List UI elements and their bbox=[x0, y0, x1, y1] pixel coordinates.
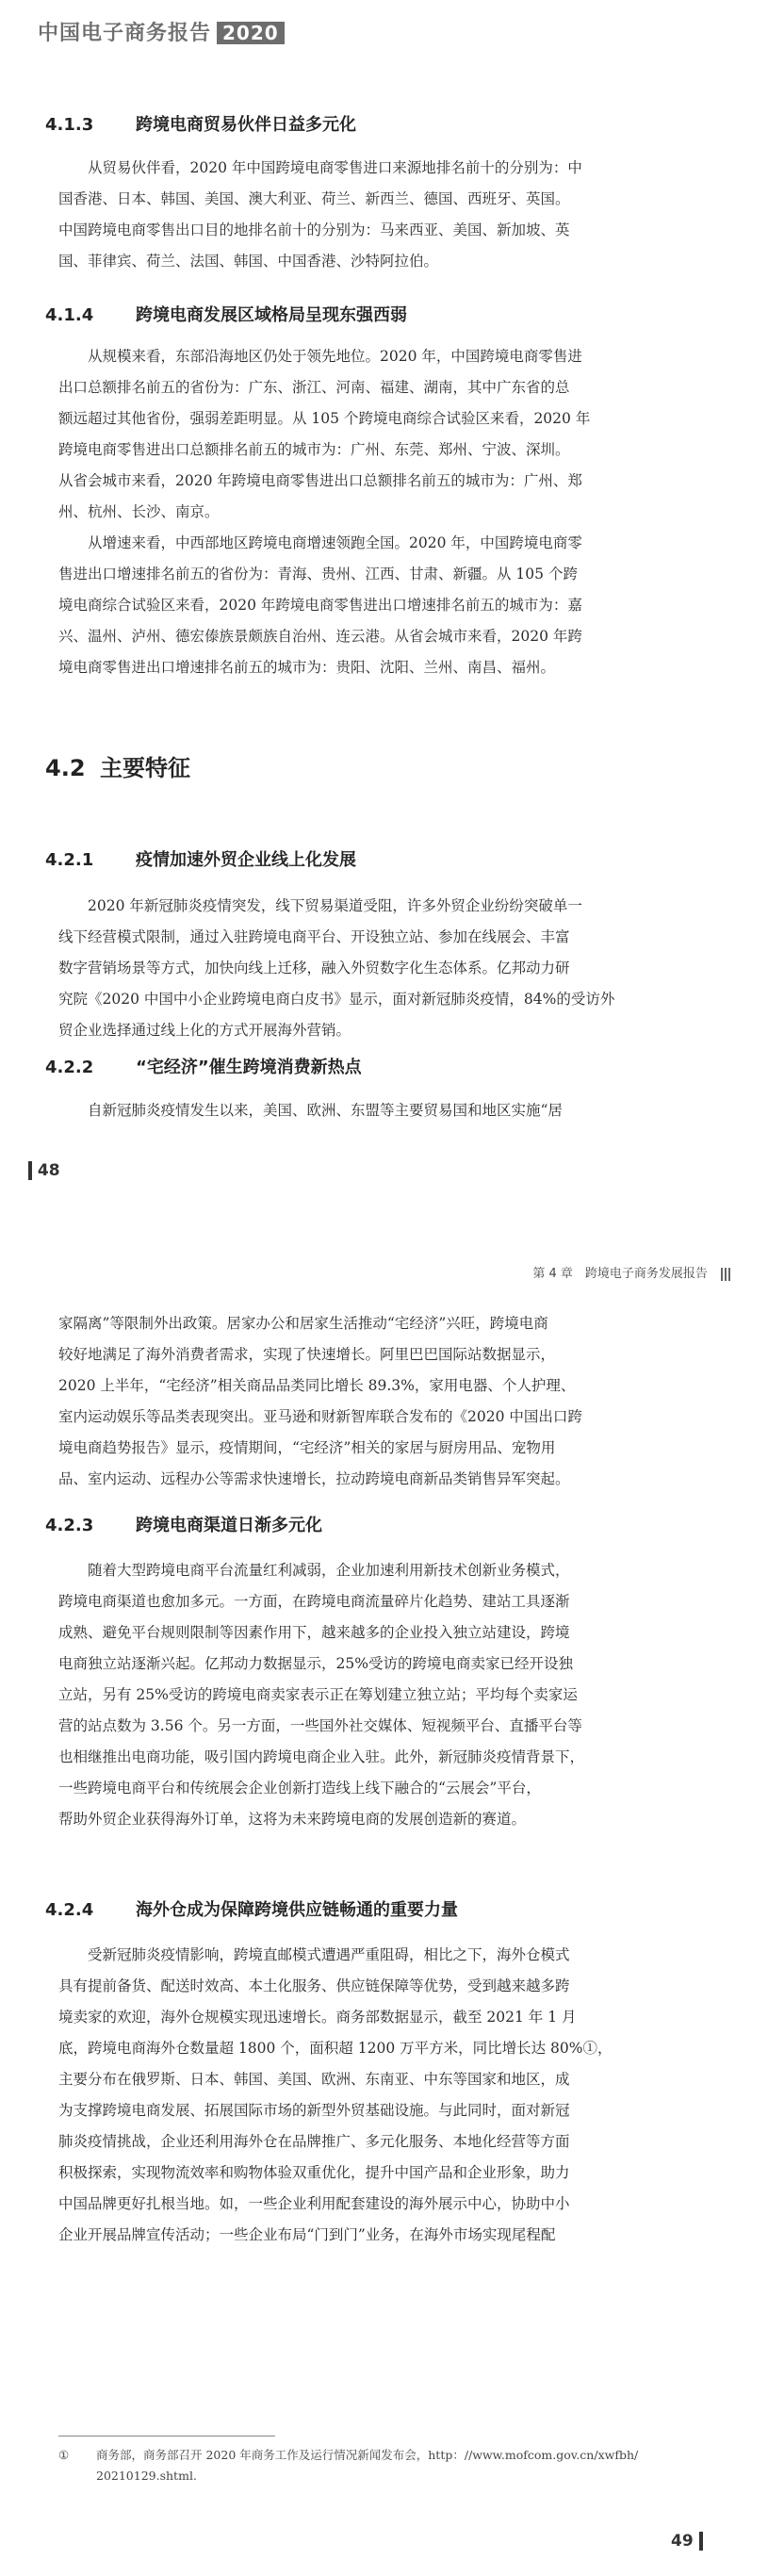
chapter-header bbox=[532, 1263, 730, 1281]
text-line: 成熟、避免平台规则限制等因素作用下，越来越多的企业投入独立站建设，跨境 bbox=[58, 1624, 570, 1641]
text-line: 跨境电商渠道也愈加多元。一方面，在跨境电商流量碎片化趋势、建站工具逐渐 bbox=[58, 1593, 570, 1610]
footnote-text: 20210129.shtml. bbox=[96, 2469, 197, 2483]
text-line: 数字营销场景等方式，加快向线上迁移，融入外贸数字化生态体系。亿邦动力研 bbox=[58, 960, 570, 976]
section-number: 4.1.4 bbox=[45, 305, 94, 325]
text-line: 2020 年新冠肺炎疫情突发，线下贸易渠道受阻，许多外贸企业纷纷突破单一 bbox=[88, 897, 582, 914]
text-line: 贸企业选择通过线上化的方式开展海外营销。 bbox=[58, 1022, 351, 1039]
paragraph-stay-home-economy-cont bbox=[58, 1308, 718, 1495]
text-line: 从规模来看，东部沿海地区仍处于领先地位。2020 年，中国跨境电商零售进 bbox=[88, 348, 582, 365]
text-line: 品、室内运动、远程办公等需求快速增长，拉动跨境电商新品类销售异军突起。 bbox=[58, 1470, 570, 1487]
text-line: 出口总额排名前五的省份为：广东、浙江、河南、福建、湖南，其中广东省的总 bbox=[58, 379, 570, 396]
section-title: 海外仓成为保障跨境供应链畅通的重要力量 bbox=[136, 1900, 458, 1920]
text-line: 室内运动娱乐等品类表现突出。亚马逊和财新智库联合发布的《2020 中国出口跨 bbox=[58, 1408, 582, 1425]
section-heading-4-1-4 bbox=[45, 302, 407, 326]
text-line: 也相继推出电商功能，吸引国内跨境电商企业入驻。此外，新冠肺炎疫情背景下， bbox=[58, 1748, 585, 1765]
footnote-divider bbox=[58, 2436, 275, 2437]
section-number: 4.2.2 bbox=[45, 1058, 94, 1077]
section-number: 4.1.3 bbox=[45, 115, 94, 135]
paragraph-channel-diversification bbox=[58, 1555, 718, 1835]
section-number: 4.2.3 bbox=[45, 1516, 94, 1535]
text-line: 国、菲律宾、荷兰、法国、韩国、中国香港、沙特阿拉伯。 bbox=[58, 253, 439, 270]
report-year-badge: 2020 bbox=[217, 22, 285, 44]
page-marker-bar bbox=[28, 1161, 32, 1180]
text-line: 境电商综合试验区来看，2020 年跨境电商零售进出口增速排名前五的城市为：嘉 bbox=[58, 597, 582, 614]
section-heading-4-2-1 bbox=[45, 846, 356, 871]
text-line: 从贸易伙伴看，2020 年中国跨境电商零售进口来源地排名前十的分别为：中 bbox=[88, 159, 582, 176]
text-line: 跨境电商零售进出口总额排名前五的城市为：广州、东莞、郑州、宁波、深圳。 bbox=[58, 441, 570, 458]
report-title: 中国电子商务报告 bbox=[38, 22, 212, 45]
text-line: 肺炎疫情挑战，企业还利用海外仓在品牌推广、多元化服务、本地化经营等方面 bbox=[58, 2133, 570, 2150]
paragraph-online-transition bbox=[58, 891, 718, 1046]
chapter-title: 第 4 章 跨境电子商务发展报告 bbox=[532, 1267, 708, 1281]
text-line: 国香港、日本、韩国、美国、澳大利亚、荷兰、新西兰、德国、西班牙、英国。 bbox=[58, 190, 570, 207]
text-line: 立站，另有 25%受访的跨境电商卖家表示正在筹划建立独立站；平均每个卖家运 bbox=[58, 1686, 578, 1703]
page-number-text: 48 bbox=[37, 1161, 60, 1180]
text-line: 售进出口增速排名前五的省份为：青海、贵州、江西、甘肃、新疆。从 105 个跨 bbox=[58, 566, 578, 582]
text-line: 从省会城市来看，2020 年跨境电商零售进出口总额排名前五的城市为：广州、郑 bbox=[58, 472, 582, 489]
text-line: 营的站点数为 3.56 个。另一方面，一些国外社交媒体、短视频平台、直播平台等 bbox=[58, 1717, 582, 1734]
paragraph-overseas-warehouses bbox=[58, 1940, 718, 2251]
report-header bbox=[38, 17, 285, 46]
chapter-header-bars-icon bbox=[719, 1267, 730, 1281]
page-number-48 bbox=[28, 1161, 60, 1180]
page-number-49 bbox=[671, 2532, 703, 2551]
text-line: 额远超过其他省份，强弱差距明显。从 105 个跨境电商综合试验区来看，2020 年 bbox=[58, 410, 591, 427]
text-line: 中国品牌更好扎根当地。如，一些企业利用配套建设的海外展示中心，协助中小 bbox=[58, 2195, 570, 2212]
text-line: 境电商零售进出口增速排名前五的城市为：贵阳、沈阳、兰州、南昌、福州。 bbox=[58, 659, 556, 676]
text-line: 究院《2020 中国中小企业跨境电商白皮书》显示，面对新冠肺炎疫情，84%的受访外 bbox=[58, 991, 615, 1008]
text-line: 线下经营模式限制，通过入驻跨境电商平台、开设独立站、参加在线展会、丰富 bbox=[58, 928, 570, 945]
section-title: 跨境电商贸易伙伴日益多元化 bbox=[136, 115, 356, 135]
page-marker-bar bbox=[699, 2532, 703, 2551]
text-line: 兴、温州、泸州、德宏傣族景颇族自治州、连云港。从省会城市来看，2020 年跨 bbox=[58, 628, 582, 645]
text-line: 帮助外贸企业获得海外订单，这将为未来跨境电商的发展创造新的赛道。 bbox=[58, 1811, 527, 1828]
text-line: 境卖家的欢迎，海外仓规模实现迅速增长。商务部数据显示，截至 2021 年 1 月 bbox=[58, 2009, 577, 2026]
section-heading-4-2-3 bbox=[45, 1512, 322, 1536]
section-number: 4.2.1 bbox=[45, 850, 94, 870]
section-title: 跨境电商发展区域格局呈现东强西弱 bbox=[136, 305, 407, 325]
text-line: 为支撑跨境电商发展、拓展国际市场的新型外贸基础设施。与此同时，面对新冠 bbox=[58, 2102, 570, 2119]
text-line: 从增速来看，中西部地区跨境电商增速领跑全国。2020 年，中国跨境电商零 bbox=[88, 534, 582, 551]
paragraph-regional-scale bbox=[58, 341, 718, 683]
text-line: 中国跨境电商零售出口目的地排名前十的分别为：马来西亚、美国、新加坡、英 bbox=[58, 222, 570, 238]
footnote-mark: ① bbox=[58, 2448, 70, 2462]
text-line: 2020 上半年，“宅经济”相关商品品类同比增长 89.3%，家用电器、个人护理、 bbox=[58, 1377, 576, 1394]
section-number: 4.2.4 bbox=[45, 1900, 94, 1920]
footnote bbox=[58, 2445, 718, 2486]
text-line: 州、杭州、长沙、南京。 bbox=[58, 503, 220, 520]
page-number-text: 49 bbox=[671, 2532, 694, 2551]
text-line: 一些跨境电商平台和传统展会企业创新打造线上线下融合的“云展会”平台， bbox=[58, 1780, 541, 1797]
text-line: 随着大型跨境电商平台流量红利减弱，企业加速利用新技术创新业务模式， bbox=[88, 1562, 570, 1579]
text-line: 受新冠肺炎疫情影响，跨境直邮模式遭遇严重阻碍，相比之下，海外仓模式 bbox=[88, 1946, 570, 1963]
text-line: 具有提前备货、配送时效高、本土化服务、供应链保障等优势，受到越来越多跨 bbox=[58, 1977, 570, 1994]
section-heading-4-2-4 bbox=[45, 1896, 458, 1921]
section-heading-4-2-2 bbox=[45, 1054, 362, 1078]
text-line: 家隔离”等限制外出政策。居家办公和居家生活推动“宅经济”兴旺，跨境电商 bbox=[58, 1315, 548, 1332]
section-title: 疫情加速外贸企业线上化发展 bbox=[136, 850, 356, 870]
footnote-text: 商务部，商务部召开 2020 年商务工作及运行情况新闻发布会，http：//www.mofcom.gov.cn/xwfbh/ bbox=[96, 2448, 639, 2462]
section-title: “宅经济”催生跨境消费新热点 bbox=[136, 1058, 362, 1077]
section-heading-4-1-3 bbox=[45, 111, 356, 136]
text-line: 较好地满足了海外消费者需求，实现了快速增长。阿里巴巴国际站数据显示， bbox=[58, 1346, 556, 1363]
text-line: 底，跨境电商海外仓数量超 1800 个，面积超 1200 万平方米，同比增长达 80%①， bbox=[58, 2040, 613, 2057]
paragraph-stay-home-economy-start bbox=[58, 1095, 718, 1126]
section-title: 跨境电商渠道日渐多元化 bbox=[136, 1516, 322, 1535]
text-line: 主要分布在俄罗斯、日本、韩国、美国、欧洲、东南亚、中东等国家和地区，成 bbox=[58, 2071, 570, 2088]
text-line: 自新冠肺炎疫情发生以来，美国、欧洲、东盟等主要贸易国和地区实施“居 bbox=[88, 1102, 563, 1119]
section-heading-4-2 bbox=[45, 749, 190, 782]
section-number: 4.2 bbox=[45, 755, 86, 781]
text-line: 积极探索，实现物流效率和购物体验双重优化，提升中国产品和企业形象，助力 bbox=[58, 2164, 570, 2181]
text-line: 电商独立站逐渐兴起。亿邦动力数据显示，25%受访的跨境电商卖家已经开设独 bbox=[58, 1655, 573, 1672]
paragraph-trade-partners bbox=[58, 153, 718, 277]
text-line: 企业开展品牌宣传活动；一些企业布局“门到门”业务，在海外市场实现尾程配 bbox=[58, 2226, 556, 2243]
text-line: 境电商趋势报告》显示，疫情期间，“宅经济”相关的家居与厨房用品、宠物用 bbox=[58, 1439, 556, 1456]
section-title: 主要特征 bbox=[100, 755, 190, 781]
